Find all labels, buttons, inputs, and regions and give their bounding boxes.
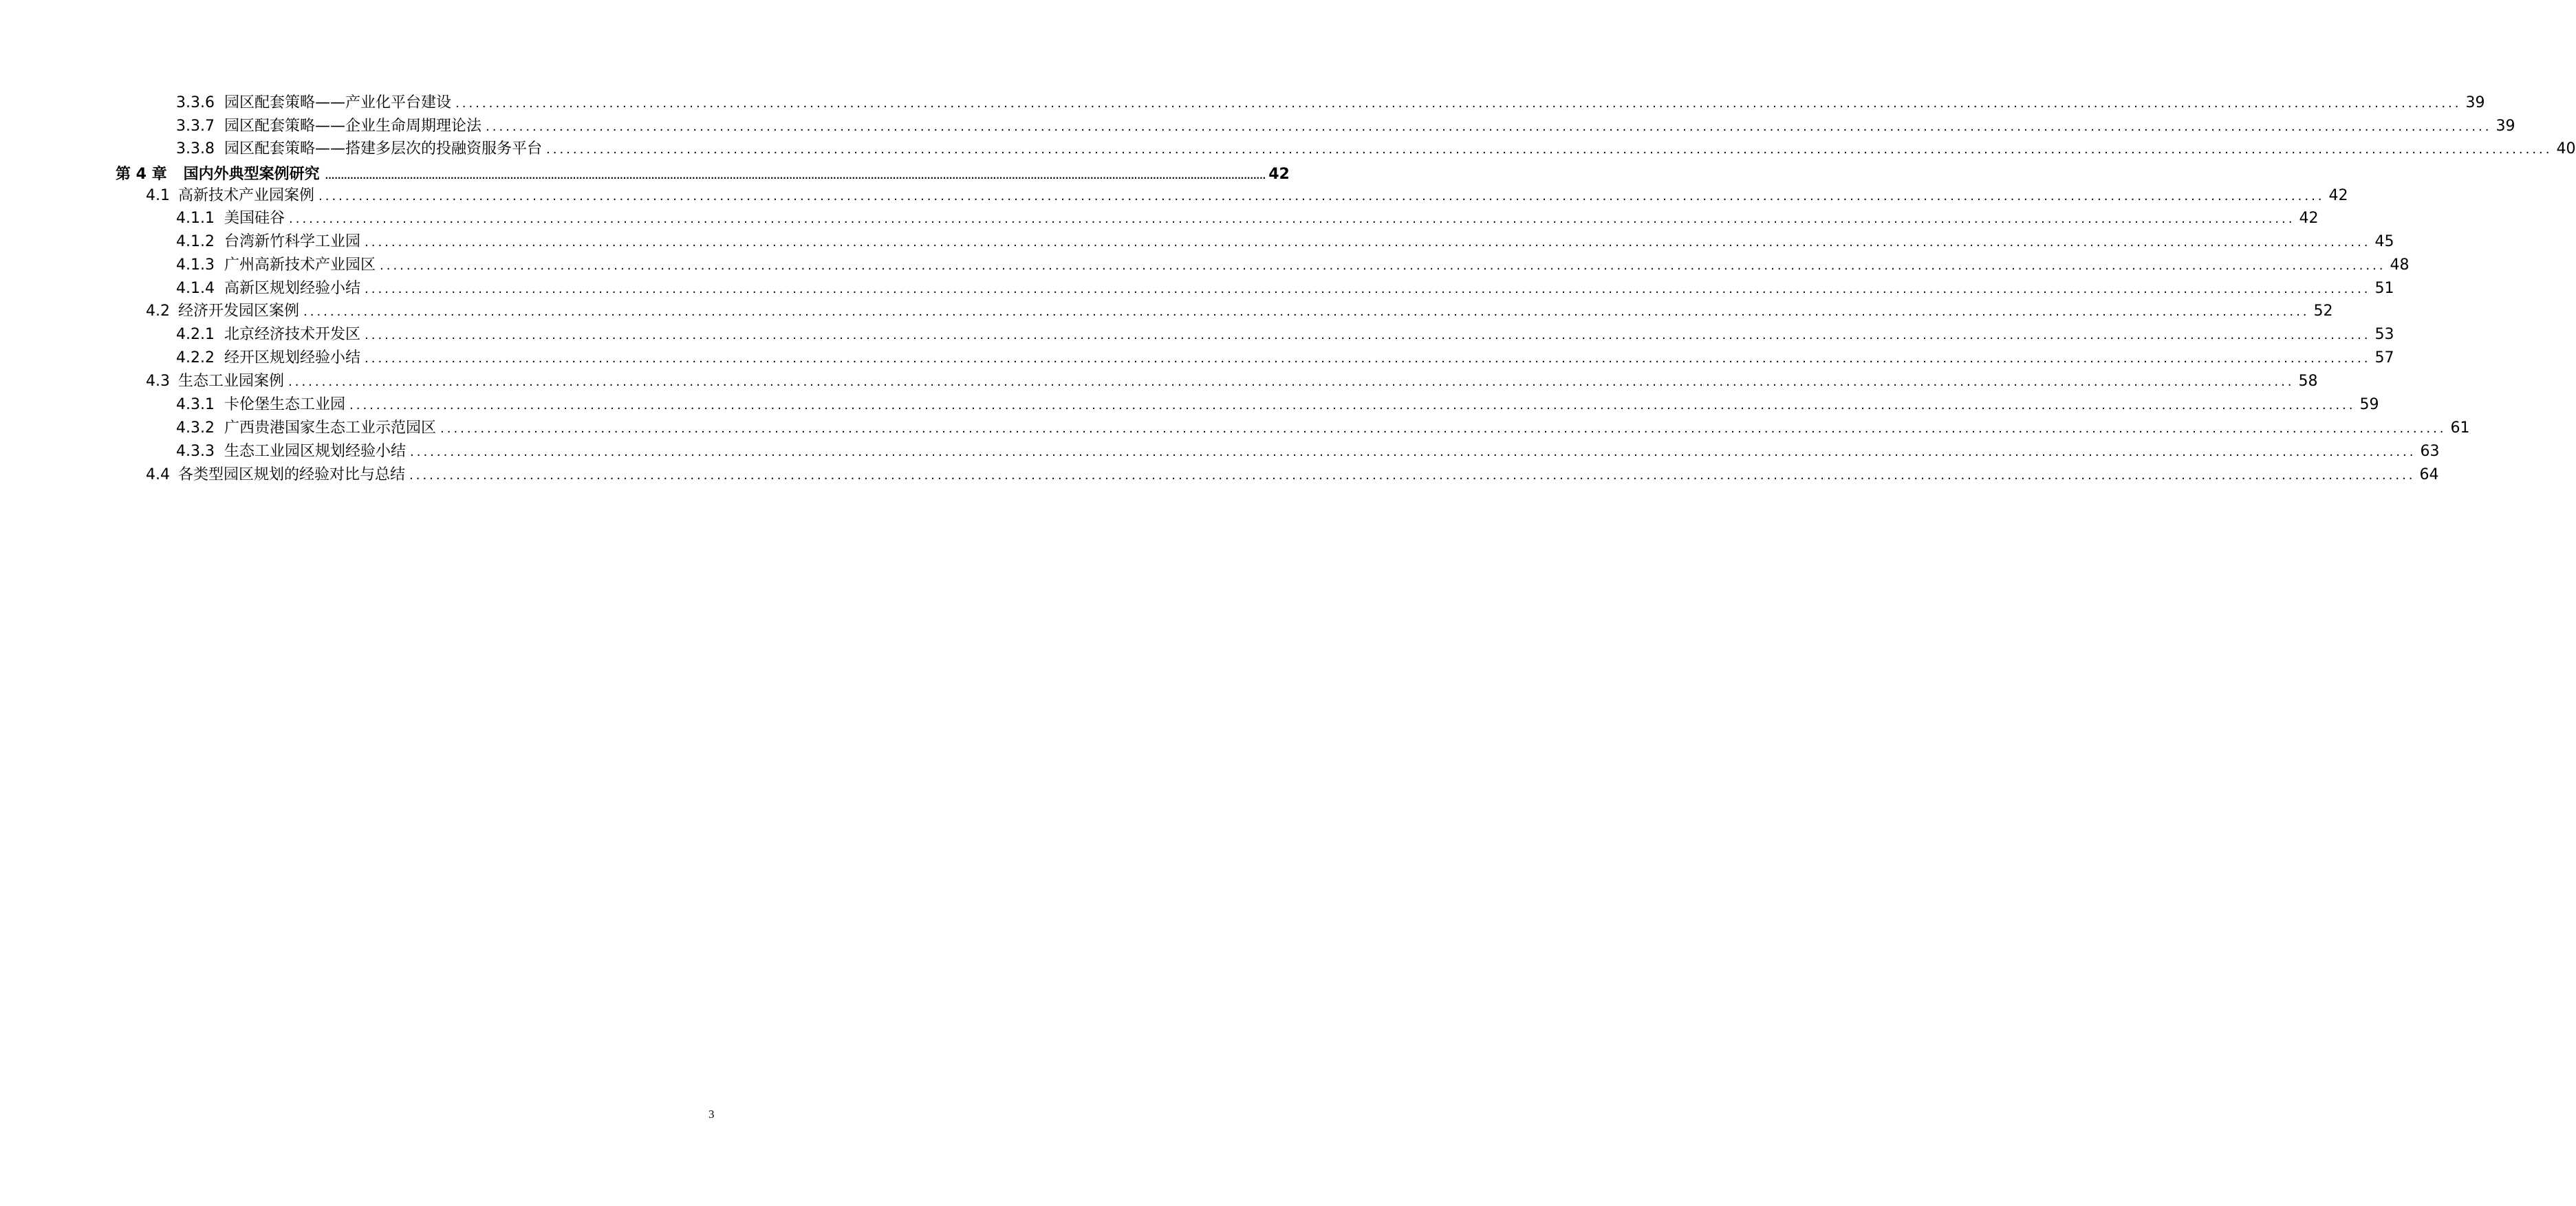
toc-entry[interactable]: [146, 370, 2318, 393]
toc-entry-title: 经济开发园区案例: [178, 303, 300, 320]
toc-dot-leader: ............................................................................................................................................................................................................................................................................................................: [365, 328, 2371, 342]
toc-entry-number: 4.3.1: [176, 396, 215, 413]
toc-entry-number: 4.1.2: [176, 233, 215, 250]
toc-dot-leader: ............................................................................................................................................................................................................................................................................................................: [486, 120, 2492, 134]
toc-entry-title: 台湾新竹科学工业园: [224, 233, 360, 250]
toc-entry-page: 39: [2465, 94, 2485, 111]
toc-entry-page: 58: [2298, 373, 2318, 390]
toc-entry-title: 广州高新技术产业园区: [224, 256, 376, 274]
toc-dot-leader: ............................................................................................................................................................................................................................................................................................................: [546, 142, 2553, 157]
toc-entry-page: 64: [2419, 466, 2439, 483]
toc-entry-title: 国内外典型案例研究: [183, 166, 320, 183]
toc-entry[interactable]: [176, 277, 2394, 300]
toc-entry-page: 45: [2374, 233, 2394, 250]
toc-entry-page: 40: [2556, 140, 2576, 157]
toc-entry-title: 园区配套策略——搭建多层次的投融资服务平台: [224, 140, 542, 157]
toc-entry-page: 42: [1268, 166, 1290, 183]
page-number: 3: [708, 1108, 715, 1121]
toc-entry-title: 园区配套策略——企业生命周期理论法: [224, 118, 481, 135]
toc-entry-number: 4.2.1: [176, 326, 215, 343]
toc-entry-number: 4.3.3: [176, 443, 215, 460]
toc-entry-title: 生态工业园区规划经验小结: [224, 443, 406, 460]
toc-entry-number: 4.4: [146, 466, 170, 483]
toc-entry[interactable]: [176, 207, 2319, 230]
toc-entry[interactable]: [176, 393, 2379, 417]
toc-entry-number: 4.2: [146, 303, 170, 320]
toc-dot-leader: ............................................................................................................................................................................................................................................................................................................: [325, 171, 1266, 181]
toc-dot-leader: ............................................................................................................................................................................................................................................................................................................: [380, 259, 2386, 273]
toc-entry-title: 经开区规划经验小结: [224, 349, 360, 366]
toc-dot-leader: ............................................................................................................................................................................................................................................................................................................: [409, 468, 2416, 483]
toc-dot-leader: ............................................................................................................................................................................................................................................................................................................: [288, 375, 2295, 389]
toc-entry-title: 园区配套策略——产业化平台建设: [224, 94, 451, 111]
toc-entry-number: 3.3.6: [176, 94, 215, 111]
toc-dot-leader: ............................................................................................................................................................................................................................................................................................................: [303, 305, 2310, 319]
toc-entry-page: 51: [2374, 280, 2394, 297]
toc-entry[interactable]: [116, 163, 1290, 186]
toc-dot-leader: ............................................................................................................................................................................................................................................................................................................: [318, 189, 2325, 204]
toc-entry-page: 59: [2359, 396, 2379, 413]
toc-entry[interactable]: [176, 254, 2410, 277]
toc-entry-title: 美国硅谷: [224, 210, 285, 227]
toc-entry-number: 3.3.7: [176, 118, 215, 135]
toc-entry[interactable]: [176, 323, 2394, 347]
toc-entry-number: 3.3.8: [176, 140, 215, 157]
toc-entry-page: 63: [2420, 443, 2440, 460]
toc-dot-leader: ............................................................................................................................................................................................................................................................................................................: [440, 421, 2447, 436]
toc-entry[interactable]: [176, 138, 2576, 161]
toc-dot-leader: ............................................................................................................................................................................................................................................................................................................: [410, 445, 2416, 459]
toc-entry-number: 第 4 章: [116, 166, 167, 183]
toc-entry[interactable]: [176, 347, 2394, 370]
toc-dot-leader: ............................................................................................................................................................................................................................................................................................................: [365, 351, 2371, 366]
toc-entry[interactable]: [146, 463, 2439, 487]
toc-entry-page: 42: [2299, 210, 2319, 227]
toc-entry[interactable]: [176, 417, 2470, 440]
toc-entry-page: 52: [2313, 303, 2333, 320]
toc-entry[interactable]: [176, 91, 2485, 115]
toc-entry-title: 高新区规划经验小结: [224, 280, 360, 297]
toc-entry[interactable]: [146, 184, 2348, 208]
toc-dot-leader: ............................................................................................................................................................................................................................................................................................................: [349, 398, 2356, 413]
toc-dot-leader: ............................................................................................................................................................................................................................................................................................................: [289, 212, 2295, 226]
toc-entry-title: 各类型园区规划的经验对比与总结: [178, 466, 406, 483]
toc-entry-page: 57: [2374, 349, 2394, 366]
toc-entry-number: 4.1.1: [176, 210, 215, 227]
toc-entry[interactable]: [176, 230, 2394, 254]
toc-entry-title: 高新技术产业园案例: [178, 187, 315, 204]
toc-entry-title: 生态工业园案例: [178, 373, 285, 390]
toc-entry[interactable]: [146, 300, 2333, 323]
toc-entry-number: 4.3.2: [176, 419, 215, 437]
toc-entry-page: 48: [2390, 256, 2410, 274]
toc-entry-title: 广西贵港国家生态工业示范园区: [224, 419, 436, 437]
toc-entry-title: 北京经济技术开发区: [224, 326, 360, 343]
toc-entry-page: 53: [2374, 326, 2394, 343]
toc-entry-number: 4.1.4: [176, 280, 215, 297]
toc-dot-leader: ............................................................................................................................................................................................................................................................................................................: [365, 282, 2371, 296]
toc-entry-page: 39: [2496, 118, 2515, 135]
toc-entry-page: 42: [2328, 187, 2348, 204]
toc-entry[interactable]: [176, 440, 2440, 463]
toc-entry-number: 4.1.3: [176, 256, 215, 274]
toc-dot-leader: ............................................................................................................................................................................................................................................................................................................: [365, 235, 2371, 250]
toc-entry-number: 4.3: [146, 373, 170, 390]
toc-entry[interactable]: [176, 115, 2515, 138]
toc-dot-leader: ............................................................................................................................................................................................................................................................................................................: [455, 96, 2462, 111]
toc-entry-page: 61: [2450, 419, 2470, 437]
table-of-contents: [0, 0, 2576, 550]
toc-entry-number: 4.2.2: [176, 349, 215, 366]
toc-entry-number: 4.1: [146, 187, 170, 204]
toc-entry-title: 卡伦堡生态工业园: [224, 396, 345, 413]
